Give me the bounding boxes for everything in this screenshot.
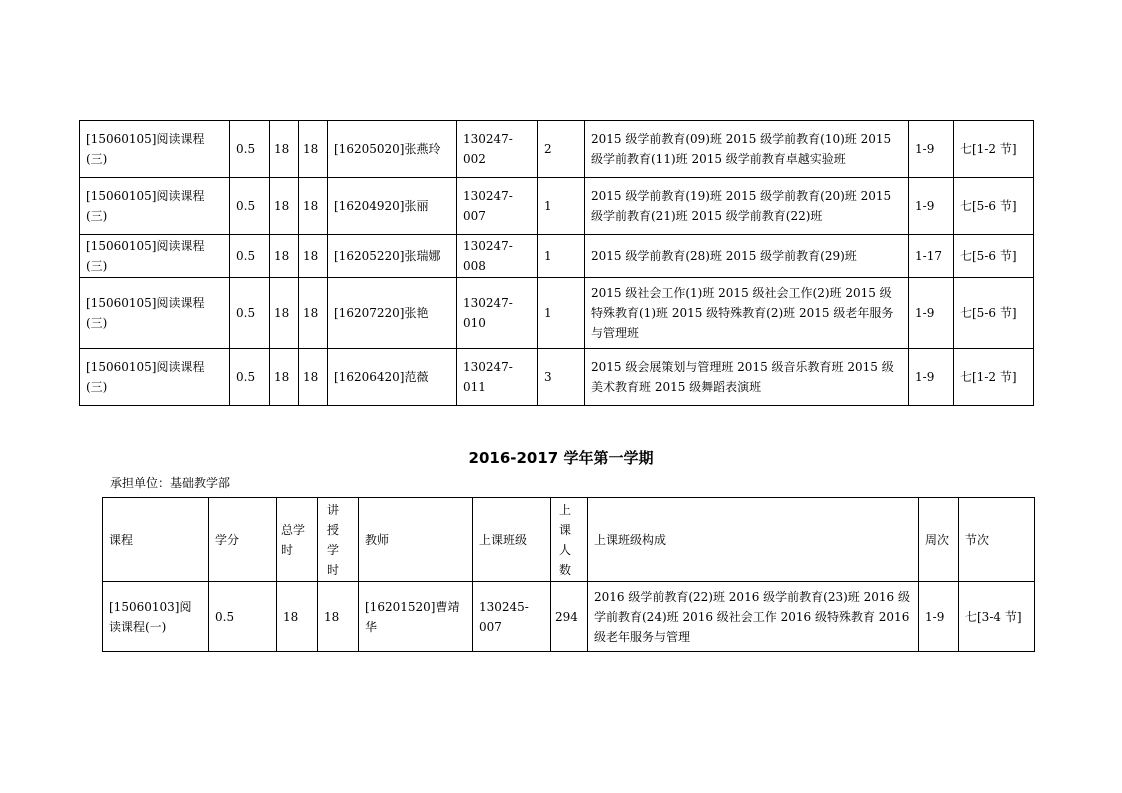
- sections-cell: 七[3-4 节]: [959, 582, 1035, 652]
- student-count-cell: 1: [538, 178, 585, 235]
- sections-cell: 七[1-2 节]: [954, 121, 1034, 178]
- lecture-hours-cell: 18: [299, 349, 328, 406]
- credit-cell: 0.5: [230, 278, 270, 349]
- total-hours-cell: 18: [270, 235, 299, 278]
- course-cell: [15060105]阅读课程(三): [80, 121, 230, 178]
- sections-cell: 七[5-6 节]: [954, 235, 1034, 278]
- student-count-cell: 2: [538, 121, 585, 178]
- table-row: [80, 278, 1034, 349]
- course-cell: [15060105]阅读课程(三): [80, 235, 230, 278]
- sections-cell: 七[5-6 节]: [954, 178, 1034, 235]
- weeks-cell: 1-9: [909, 278, 954, 349]
- header-class-composition: 上课班级构成: [588, 498, 919, 582]
- course-cell: [15060103]阅读课程(一): [103, 582, 209, 652]
- header-teacher: 教师: [359, 498, 473, 582]
- credit-cell: 0.5: [209, 582, 277, 652]
- table-row: [80, 349, 1034, 406]
- schedule-table-continued: [79, 120, 1034, 406]
- total-hours-cell: 18: [270, 278, 299, 349]
- header-course: 课程: [103, 498, 209, 582]
- header-sections: 节次: [959, 498, 1035, 582]
- student-count-cell: 294: [551, 582, 588, 652]
- header-class-code: 上课班级: [473, 498, 551, 582]
- teacher-cell: [16201520]曹靖华: [359, 582, 473, 652]
- weeks-cell: 1-9: [909, 178, 954, 235]
- schedule-table: [102, 497, 1035, 652]
- header-student-count: 上课人数: [551, 498, 588, 582]
- credit-cell: 0.5: [230, 349, 270, 406]
- weeks-cell: 1-9: [919, 582, 959, 652]
- lecture-hours-cell: 18: [299, 235, 328, 278]
- teacher-cell: [16204920]张丽: [328, 178, 457, 235]
- course-cell: [15060105]阅读课程(三): [80, 178, 230, 235]
- class-code-cell: 130247-007: [457, 178, 538, 235]
- credit-cell: 0.5: [230, 178, 270, 235]
- teacher-cell: [16206420]范薇: [328, 349, 457, 406]
- teacher-cell: [16205220]张瑞娜: [328, 235, 457, 278]
- weeks-cell: 1-17: [909, 235, 954, 278]
- table-row: [80, 121, 1034, 178]
- class-code-cell: 130247-011: [457, 349, 538, 406]
- header-total-hours: 总学时: [277, 498, 318, 582]
- student-count-cell: 1: [538, 235, 585, 278]
- sections-cell: 七[5-6 节]: [954, 278, 1034, 349]
- class-composition-cell: 2015 级学前教育(28)班 2015 级学前教育(29)班: [585, 235, 909, 278]
- lecture-hours-cell: 18: [299, 178, 328, 235]
- teacher-cell: [16205020]张燕玲: [328, 121, 457, 178]
- class-code-cell: 130247-002: [457, 121, 538, 178]
- weeks-cell: 1-9: [909, 349, 954, 406]
- header-weeks: 周次: [919, 498, 959, 582]
- table-header-row: [103, 498, 1035, 582]
- student-count-cell: 3: [538, 349, 585, 406]
- sections-cell: 七[1-2 节]: [954, 349, 1034, 406]
- header-credit: 学分: [209, 498, 277, 582]
- course-cell: [15060105]阅读课程(三): [80, 278, 230, 349]
- class-code-cell: 130247-008: [457, 235, 538, 278]
- credit-cell: 0.5: [230, 121, 270, 178]
- class-composition-cell: 2015 级会展策划与管理班 2015 级音乐教育班 2015 级美术教育班 2015 级舞蹈表演班: [585, 349, 909, 406]
- total-hours-cell: 18: [270, 121, 299, 178]
- class-composition-cell: 2015 级社会工作(1)班 2015 级社会工作(2)班 2015 级特殊教育(1)班 2015 级特殊教育(2)班 2015 级老年服务与管理班: [585, 278, 909, 349]
- semester-title: 2016-2017 学年第一学期: [468, 449, 654, 467]
- credit-cell: 0.5: [230, 235, 270, 278]
- class-composition-cell: 2015 级学前教育(09)班 2015 级学前教育(10)班 2015 级学前教育(11)班 2015 级学前教育卓越实验班: [585, 121, 909, 178]
- class-composition-cell: 2016 级学前教育(22)班 2016 级学前教育(23)班 2016 级学前教育(24)班 2016 级社会工作 2016 级特殊教育 2016 级老年服务与管理: [588, 582, 919, 652]
- weeks-cell: 1-9: [909, 121, 954, 178]
- responsible-unit-label: 承担单位：基础教学部: [110, 476, 231, 490]
- lecture-hours-cell: 18: [318, 582, 359, 652]
- lecture-hours-cell: 18: [299, 121, 328, 178]
- class-composition-cell: 2015 级学前教育(19)班 2015 级学前教育(20)班 2015 级学前教育(21)班 2015 级学前教育(22)班: [585, 178, 909, 235]
- teacher-cell: [16207220]张艳: [328, 278, 457, 349]
- student-count-cell: 1: [538, 278, 585, 349]
- class-code-cell: 130245-007: [473, 582, 551, 652]
- header-lecture-hours: 讲授学时: [318, 498, 359, 582]
- table-row: [103, 582, 1035, 652]
- total-hours-cell: 18: [277, 582, 318, 652]
- class-code-cell: 130247-010: [457, 278, 538, 349]
- lecture-hours-cell: 18: [299, 278, 328, 349]
- total-hours-cell: 18: [270, 178, 299, 235]
- course-cell: [15060105]阅读课程(三): [80, 349, 230, 406]
- table-row: [80, 235, 1034, 278]
- table-row: [80, 178, 1034, 235]
- total-hours-cell: 18: [270, 349, 299, 406]
